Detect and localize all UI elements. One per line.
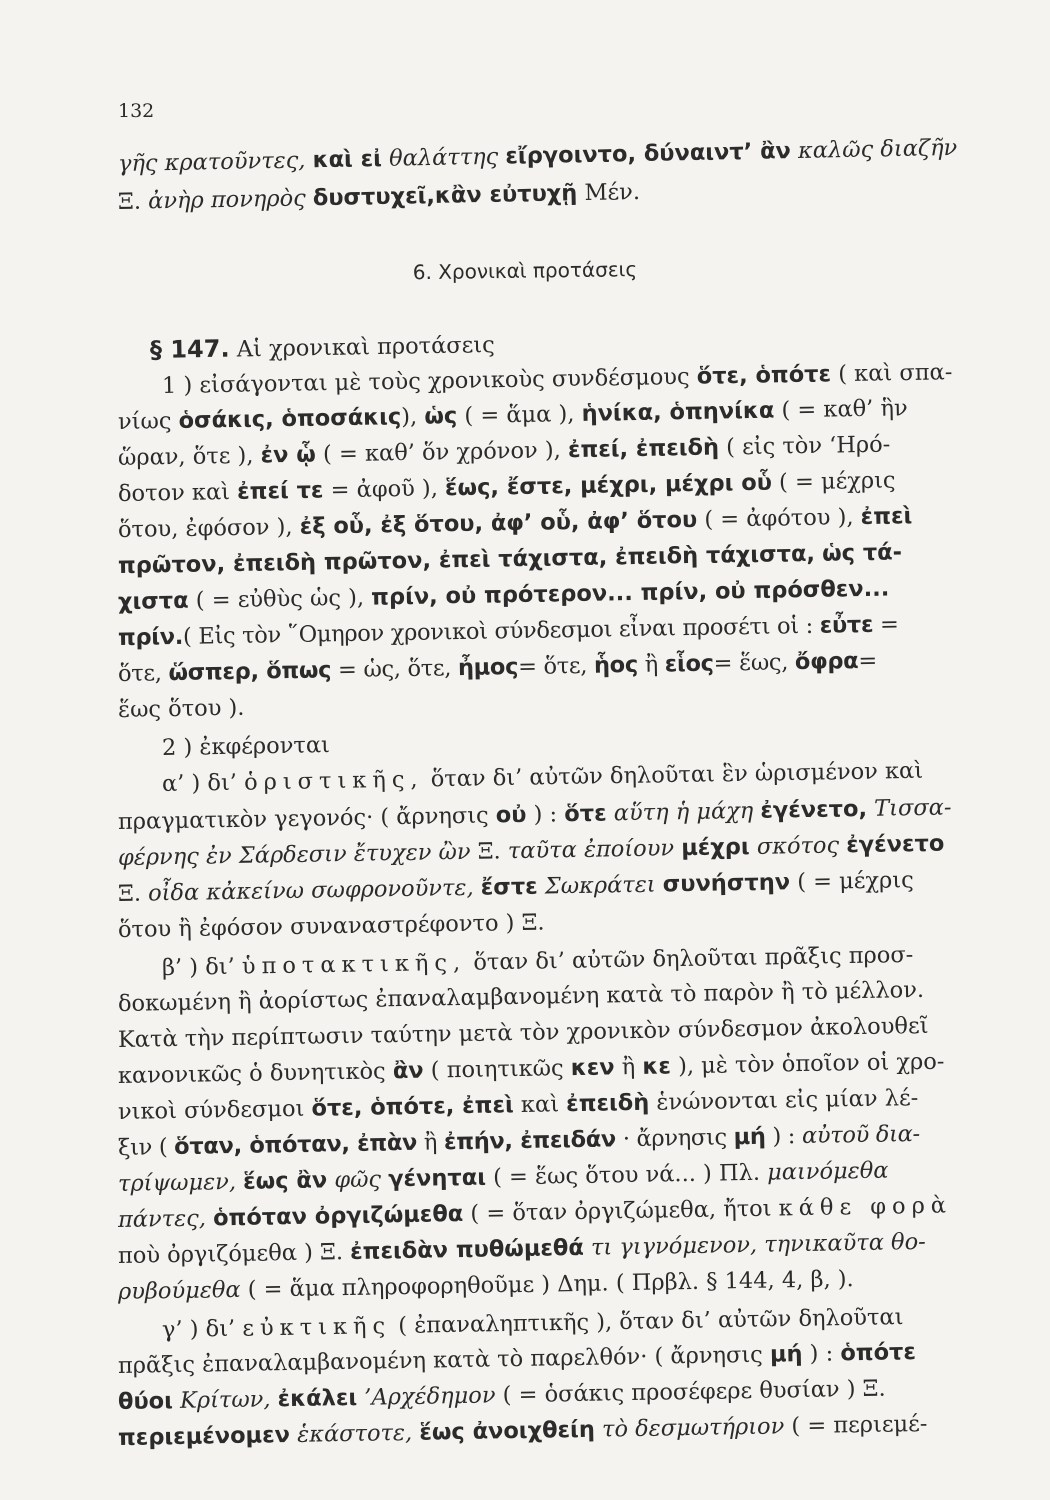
text-line: ἕως ὅτου ). (117, 694, 245, 723)
text-line: πρᾶξις ἐπαναλαμβανομένη κατὰ τὸ παρελθόν· ( ἄρνησις μή ) : ὁπότε (117, 1339, 917, 1379)
text-line: θύοι Κρίτων, ἐκάλει ’Αρχέδημον ( = ὁσάκις προσέφερε θυσίαν ) Ξ. (117, 1375, 886, 1415)
text-line: Κατὰ τὴν περίπτωσιν ταύτην μετὰ τὸν χρονικὸν σύνδεσμον ἀκολουθεῖ (117, 1012, 929, 1053)
section-heading: 6. Χρονικαὶ προτάσεις (412, 257, 638, 285)
text-line: περιεμένομεν ἑκάστοτε, ἕως ἀνοιχθείη τὸ δεσμωτήριον ( = περιεμέ- (117, 1410, 928, 1451)
text-line: πρῶτον, ἐπειδὴ πρῶτον, ἐπεὶ τάχιστα, ἐπειδὴ τάχιστα, ὡς τά- (117, 539, 903, 579)
text-line: Ξ. οἶδα κἀκείνω σωφρονοῦντε, ἔστε Σωκράτει συνήστην ( = μέχρις (117, 867, 914, 907)
text-line: 1 ) εἰσάγονται μὲ τοὺς χρονικοὺς συνδέσμους ὅτε, ὁπότε ( καὶ σπα- (161, 359, 953, 399)
text-line: ξιν ( ὅταν, ὁπόταν, ἐπὰν ἢ ἐπήν, ἐπειδάν · ἄρνησις μή ) : αὐτοῦ δια- (117, 1121, 921, 1161)
paragraph-title: § 147. Αἱ χρονικαὶ προτάσεις (149, 331, 495, 364)
text-line: πραγματικὸν γεγονός· ( ἄρνησις οὐ ) : ὅτε αὕτη ἡ μάχη ἐγένετο, Τισσα- (117, 794, 952, 835)
text-line: φέρνης ἐν Σάρδεσιν ἔτυχεν ὢν Ξ. ταῦτα ἐποίουν μέχρι σκότος ἐγένετο (117, 830, 945, 871)
page-number: 132 (118, 100, 155, 122)
text-line: ὅτου, ἐφόσον ), ἐξ οὗ, ἐξ ὅτου, ἀφ’ οὗ, ἀφ’ ὅτου ( = ἀφότου ), ἐπεὶ (117, 503, 913, 543)
text-line: γῆς κρατοῦντες, καὶ εἰ θαλάττης εἴργοιντο, δύναιντ’ ἂν καλῶς διαζῆν (117, 134, 958, 177)
text-line: 2 ) ἐκφέρονται (161, 732, 331, 761)
text-line: δοκωμένη ἢ ἀορίστως ἐπαναλαμβανομένη κατὰ τὸ παρὸν ἢ τὸ μέλλον. (117, 976, 925, 1017)
text-line: Ξ. ἀνὴρ πονηρὸς δυστυχεῖ,κἂν εὐτυχῇ Μέν. (117, 178, 641, 215)
text-line: α’ ) δι’ ὁριστικῆς, ὅταν δι’ αὐτῶν δηλοῦται ἓν ὡρισμένον καὶ (161, 757, 924, 797)
text-line: χιστα ( = εὐθὺς ὡς ), πρίν, οὐ πρότερον... πρίν, οὐ πρόσθεν... (117, 575, 890, 615)
text-line: κανονικῶς ὁ δυνητικὸς ἂν ( ποιητικῶς κεν ἢ κε ), μὲ τὸν ὁποῖον οἱ χρο- (117, 1048, 945, 1089)
text-line: β’ ) δι’ ὑποτακτικῆς, ὅταν δι’ αὐτῶν δηλοῦται πρᾶξις προσ- (161, 941, 914, 981)
text-line: ὅτε, ὥσπερ, ὅπως = ὡς, ὅτε, ἦμος= ὅτε, ἧος ἢ εἷος= ἕως, ὄφρα= (117, 647, 878, 687)
text-line: ποὺ ὀργιζόμεθα ) Ξ. ἐπειδὰν πυθώμεθά τι γιγνόμενον, τηνικαῦτα θο- (117, 1228, 926, 1269)
text-line: πάντες, ὁπόταν ὀργιζώμεθα ( = ὅταν ὀργιζώμεθα, ἤτοι κάθε φορὰ (117, 1192, 953, 1233)
text-line: γ’ ) δι’ εὐκτικῆς ( ἐπαναληπτικῆς ), ὅταν δι’ αὐτῶν δηλοῦται (161, 1304, 904, 1343)
text-line: ὅτου ἢ ἐφόσον συναναστρέφοντο ) Ξ. (117, 909, 545, 943)
text-line: ρυβούμεθα ( = ἅμα πληροφορηθοῦμε ) Δημ. ( Πρβλ. § 144, 4, β, ). (117, 1266, 854, 1305)
text-line: τρίψωμεν, ἕως ἂν φῶς γένηται ( = ἕως ὅτου νά... ) Πλ. μαινόμεθα (117, 1157, 889, 1197)
text-line: νικοὶ σύνδεσμοι ὅτε, ὁπότε, ἐπεὶ καὶ ἐπειδὴ ἑνώνονται εἰς μίαν λέ- (117, 1085, 919, 1125)
text-line: πρίν.( Εἰς τὸν ῞Ομηρον χρονικοὶ σύνδεσμοι εἶναι προσέτι οἱ : εὖτε = (117, 611, 899, 651)
text-line: δοτον καὶ ἐπεί τε = ἀφοῦ ), ἕως, ἔστε, μέχρι, μέχρι οὗ ( = μέχρις (117, 467, 896, 507)
text-line: ὥραν, ὅτε ), ἐν ᾧ ( = καθ’ ὅν χρόνον ), ἐπεί, ἐπειδὴ ( εἰς τὸν ‘Ηρό- (117, 431, 891, 471)
text-line: νίως ὁσάκις, ὁποσάκις), ὡς ( = ἅμα ), ἡνίκα, ὁπηνίκα ( = καθ’ ἣν (117, 395, 908, 435)
